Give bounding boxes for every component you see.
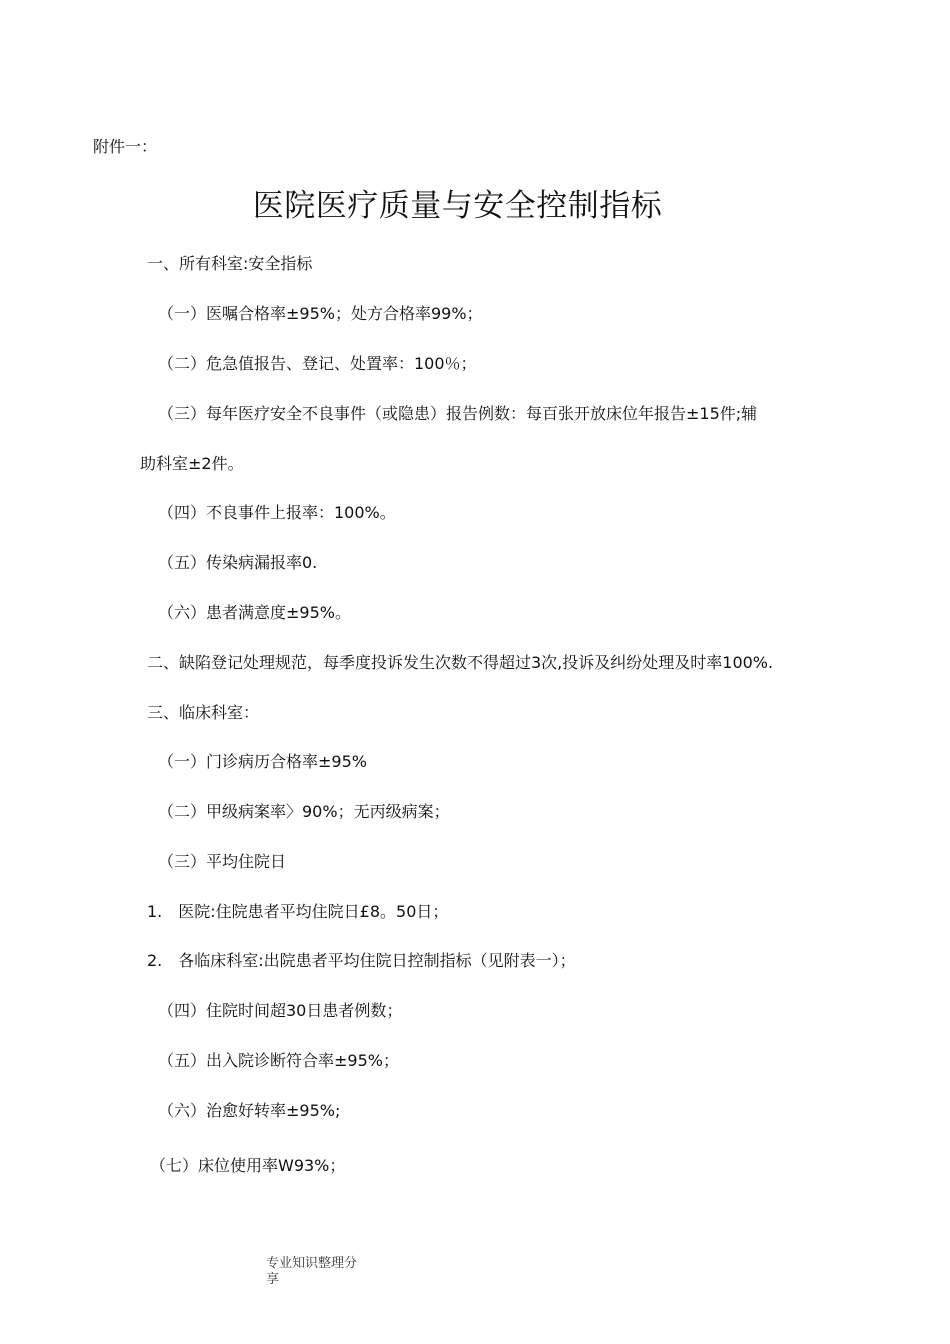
list-item: （六）治愈好转率±95%; bbox=[158, 1101, 341, 1120]
section-heading-3: 三、临床科室： bbox=[147, 703, 260, 722]
list-item: （六）患者满意度±95%。 bbox=[158, 603, 351, 622]
section-heading-1: 一、所有科室:安全指标 bbox=[147, 254, 313, 273]
list-item: （四）住院时间超30日患者例数； bbox=[158, 1001, 403, 1020]
page-title: 医院医疗质量与安全控制指标 bbox=[252, 188, 663, 224]
numbered-item: 1. 医院:住院患者平均住院日£8。50日； bbox=[147, 902, 449, 921]
list-item: （一）医嘱合格率±95%；处方合格率99%； bbox=[158, 304, 483, 323]
list-item: （三）平均住院日 bbox=[158, 852, 287, 871]
page-footer: 专业知识整理分享 bbox=[266, 1256, 358, 1287]
attachment-label: 附件一： bbox=[93, 137, 158, 156]
list-item: （四）不良事件上报率：100%。 bbox=[158, 503, 396, 522]
list-item: （一）门诊病历合格率±95% bbox=[158, 752, 367, 771]
numbered-item: 2. 各临床科室:出院患者平均住院日控制指标（见附表一）； bbox=[147, 951, 576, 970]
list-item: （五）出入院诊断符合率±95%； bbox=[158, 1051, 399, 1070]
list-item-continuation: 助科室±2件。 bbox=[140, 454, 244, 473]
list-item: （二）甲级病案率〉90%；无丙级病案； bbox=[158, 802, 450, 821]
list-item: （二）危急值报告、登记、处置率：100％； bbox=[158, 354, 477, 373]
list-item: （七）床位使用率W93%； bbox=[150, 1156, 346, 1175]
section-heading-2: 二、缺陷登记处理规范，每季度投诉发生次数不得超过3次,投诉及纠纷处理及时率100%. bbox=[147, 653, 774, 672]
list-item: （五）传染病漏报率0. bbox=[158, 553, 318, 572]
list-item: （三）每年医疗安全不良事件（或隐患）报告例数：每百张开放床位年报告±15件;辅 bbox=[158, 404, 758, 423]
